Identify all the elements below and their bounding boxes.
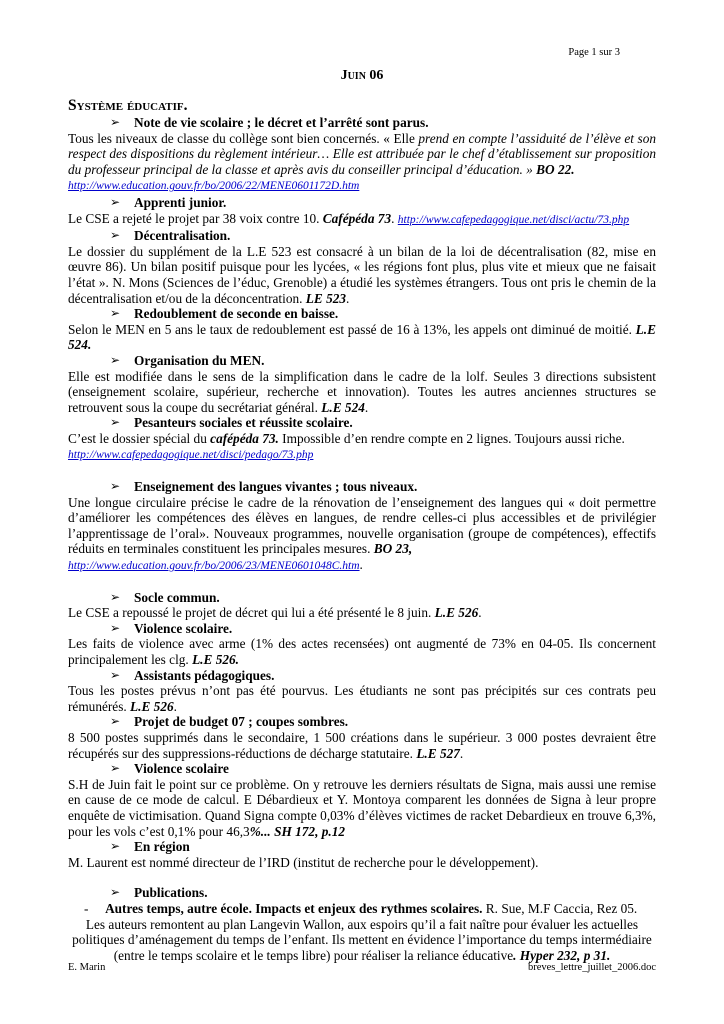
publication-title: - Autres temps, autre école. Impacts et enjeux des rythmes scolaires. R. Sue, M.F Caccia, Rez 05. xyxy=(84,900,638,916)
arrow-icon: ➢ xyxy=(110,479,121,494)
paragraph-violence: Les faits de violence avec arme (1% des actes recensées) ont augmenté de 73% en 04-05. Ils concernent principalement les clg. L.E 526. xyxy=(68,636,656,667)
footer-filename: breves_lettre_juillet_2006.doc xyxy=(527,962,656,973)
link-langues[interactable]: http://www.education.gouv.fr/bo/2006/23/MENE0601048C.htm xyxy=(68,560,360,573)
paragraph-violence-2: S.H de Juin fait le point sur ce problème. On y retrouve les derniers résultats de Signa, mais aussi une remise en cause de ce mode de calcul. E Débardieux et Y. Montoya comparent les données de Signa à leur propre enquête de victimisation. Quand Signa compte 0,03% d’élèves victimes de racket Debardieux en trouve 6,3%, pour les vols c’est 0,1% pour 46,3%... SH 172, p.12 xyxy=(68,776,656,839)
paragraph-assistants: Tous les postes prévus n’ont pas été pourvus. Les étudiants ne sont pas précipités sur ces contrats peu rémunérés. L.E 526. xyxy=(68,683,656,714)
paragraph-publications: Les auteurs remontent au plan Langevin Wallon, aux espoirs qu’il a fait naître pour évaluer les actuelles politiques d’aménagement du temps de l’enfant. Ils mettent en évidence l’importance du temps intermédiaire (entre le temps scolaire et le temps libre) pour réaliser la reliance éducative. Hyper 232, p 31. xyxy=(72,916,652,963)
paragraph-note: Tous les niveaux de classe du collège sont bien concernés. « Elle prend en compte l’assiduité de l’élève et son respect des dispositions du règlement intérieur… Elle est attribuée par le chef d’établissement sur proposition du professeur principal de la classe et après avis du conseiller principal d’éducation. » BO 22. http://www.education.gouv.fr/bo/2006/22/MENE0601172D.htm xyxy=(68,130,656,193)
item-heading-redoublement: ➢ Redoublement de seconde en baisse. xyxy=(110,306,339,322)
page-title: Juin 06 xyxy=(340,68,384,83)
arrow-icon: ➢ xyxy=(110,714,121,729)
item-heading-socle: ➢ Socle commun. xyxy=(110,589,220,605)
item-heading-budget: ➢ Projet de budget 07 ; coupes sombres. xyxy=(110,714,349,730)
paragraph-region: M. Laurent est nommé directeur de l’IRD (institut de recherche pour le développement). xyxy=(68,854,539,870)
arrow-icon: ➢ xyxy=(110,839,121,854)
spacer xyxy=(68,870,656,885)
item-heading-decentralisation: ➢ Décentralisation. xyxy=(110,228,231,244)
item-heading-violence: ➢ Violence scolaire. xyxy=(110,620,233,636)
paragraph-socle: Le CSE a repoussé le projet de décret qui lui a été présenté le 8 juin. L.E 526. xyxy=(68,605,482,621)
paragraph-organisation: Elle est modifiée dans le sens de la simplification dans le cadre de la lolf. Seules 3 directions subsistent (enseignement scolaire, supérieur, recherche et innovation). Toutes les autres anciennes structures se retrouvent sous la coupe du secrétariat général. L.E 524. xyxy=(68,368,656,415)
item-heading-publications: ➢ Publications. xyxy=(110,885,208,901)
paragraph-decentralisation: Le dossier du supplément de la L.E 523 est consacré à un bilan de la loi de décentralisation (82, mise en œuvre 86). Un bilan positif puisque pour les lycées, « les régions font plus, plus vite et mieux que ne faisait l’état ». N. Mons (Sciences de l’éduc, Grenoble) a étudié les systèmes étrangers. Tous ont pris le chemin de la décentralisation et/ou de la déconcentration. LE 523. xyxy=(68,243,656,306)
section-title: Système éducatif. xyxy=(68,97,188,114)
item-heading-violence-2: ➢ Violence scolaire xyxy=(110,761,229,777)
item-heading-region: ➢ En région xyxy=(110,839,190,855)
link-note[interactable]: http://www.education.gouv.fr/bo/2006/22/MENE0601172D.htm xyxy=(68,180,360,193)
item-heading-apprenti: ➢ Apprenti junior. xyxy=(110,194,227,210)
arrow-icon: ➢ xyxy=(110,761,121,776)
item-heading-langues: ➢ Enseignement des langues vivantes ; tous niveaux. xyxy=(110,479,418,495)
item-heading-assistants: ➢ Assistants pédagogiques. xyxy=(110,667,275,683)
item-heading-organisation: ➢ Organisation du MEN. xyxy=(110,352,265,368)
paragraph-redoublement: Selon le MEN en 5 ans le taux de redoublement est passé de 16 à 13%, les appels ont diminué de moitié. L.E 524. xyxy=(68,321,656,353)
arrow-icon: ➢ xyxy=(110,194,121,209)
arrow-icon: ➢ xyxy=(110,667,121,682)
arrow-icon: ➢ xyxy=(110,620,121,635)
document-body xyxy=(68,97,656,963)
page-number: Page 1 sur 3 xyxy=(568,47,620,58)
arrow-icon: ➢ xyxy=(110,352,121,367)
spacer xyxy=(68,575,656,590)
paragraph-langues: Une longue circulaire précise le cadre de la rénovation de l’enseignement des langues qui « doit permettre d’améliorer les compétences des élèves en langues, de rendre celles-ci plus accessibles et de privilégier l’apprentissage de l’oral». Nouveaux programmes, nouvelle organisation (groupe de compétences), effectifs réduits en terminales constituent les principales mesures. BO 23, http://www.education.gouv.fr/bo/2006/23/MENE0601048C.htm. xyxy=(68,494,656,573)
arrow-icon: ➢ xyxy=(110,415,121,430)
footer-author: E. Marin xyxy=(68,962,106,973)
arrow-icon: ➢ xyxy=(110,885,121,900)
arrow-icon: ➢ xyxy=(110,589,121,604)
arrow-icon: ➢ xyxy=(110,306,121,321)
paragraph-apprenti: Le CSE a rejeté le projet par 38 voix contre 10. Cafépéda 73. http://www.cafepedagogique.net/disci/actu/73.php xyxy=(68,210,630,226)
paragraph-pesanteurs: C’est le dossier spécial du cafépéda 73. Impossible d’en rendre compte en 2 lignes. Toujours aussi riche. http://www.cafepedagogique.net/disci/pedago/73.php xyxy=(68,430,625,462)
paragraph-budget: 8 500 postes supprimés dans le secondaire, 1 500 créations dans le supérieur. 3 000 postes devraient être récupérés sur des suppressions-réductions de décharge statutaire. L.E 527. xyxy=(68,729,656,761)
item-heading-note: ➢ Note de vie scolaire ; le décret et l’arrêté sont parus. xyxy=(110,115,429,130)
item-heading-pesanteurs: ➢ Pesanteurs sociales et réussite scolaire. xyxy=(110,415,353,431)
arrow-icon: ➢ xyxy=(110,115,121,129)
link-pesanteurs[interactable]: http://www.cafepedagogique.net/disci/pedago/73.php xyxy=(68,449,314,462)
link-apprenti[interactable]: http://www.cafepedagogique.net/disci/actu/73.php xyxy=(397,213,630,226)
spacer xyxy=(68,464,656,479)
arrow-icon: ➢ xyxy=(110,228,121,243)
